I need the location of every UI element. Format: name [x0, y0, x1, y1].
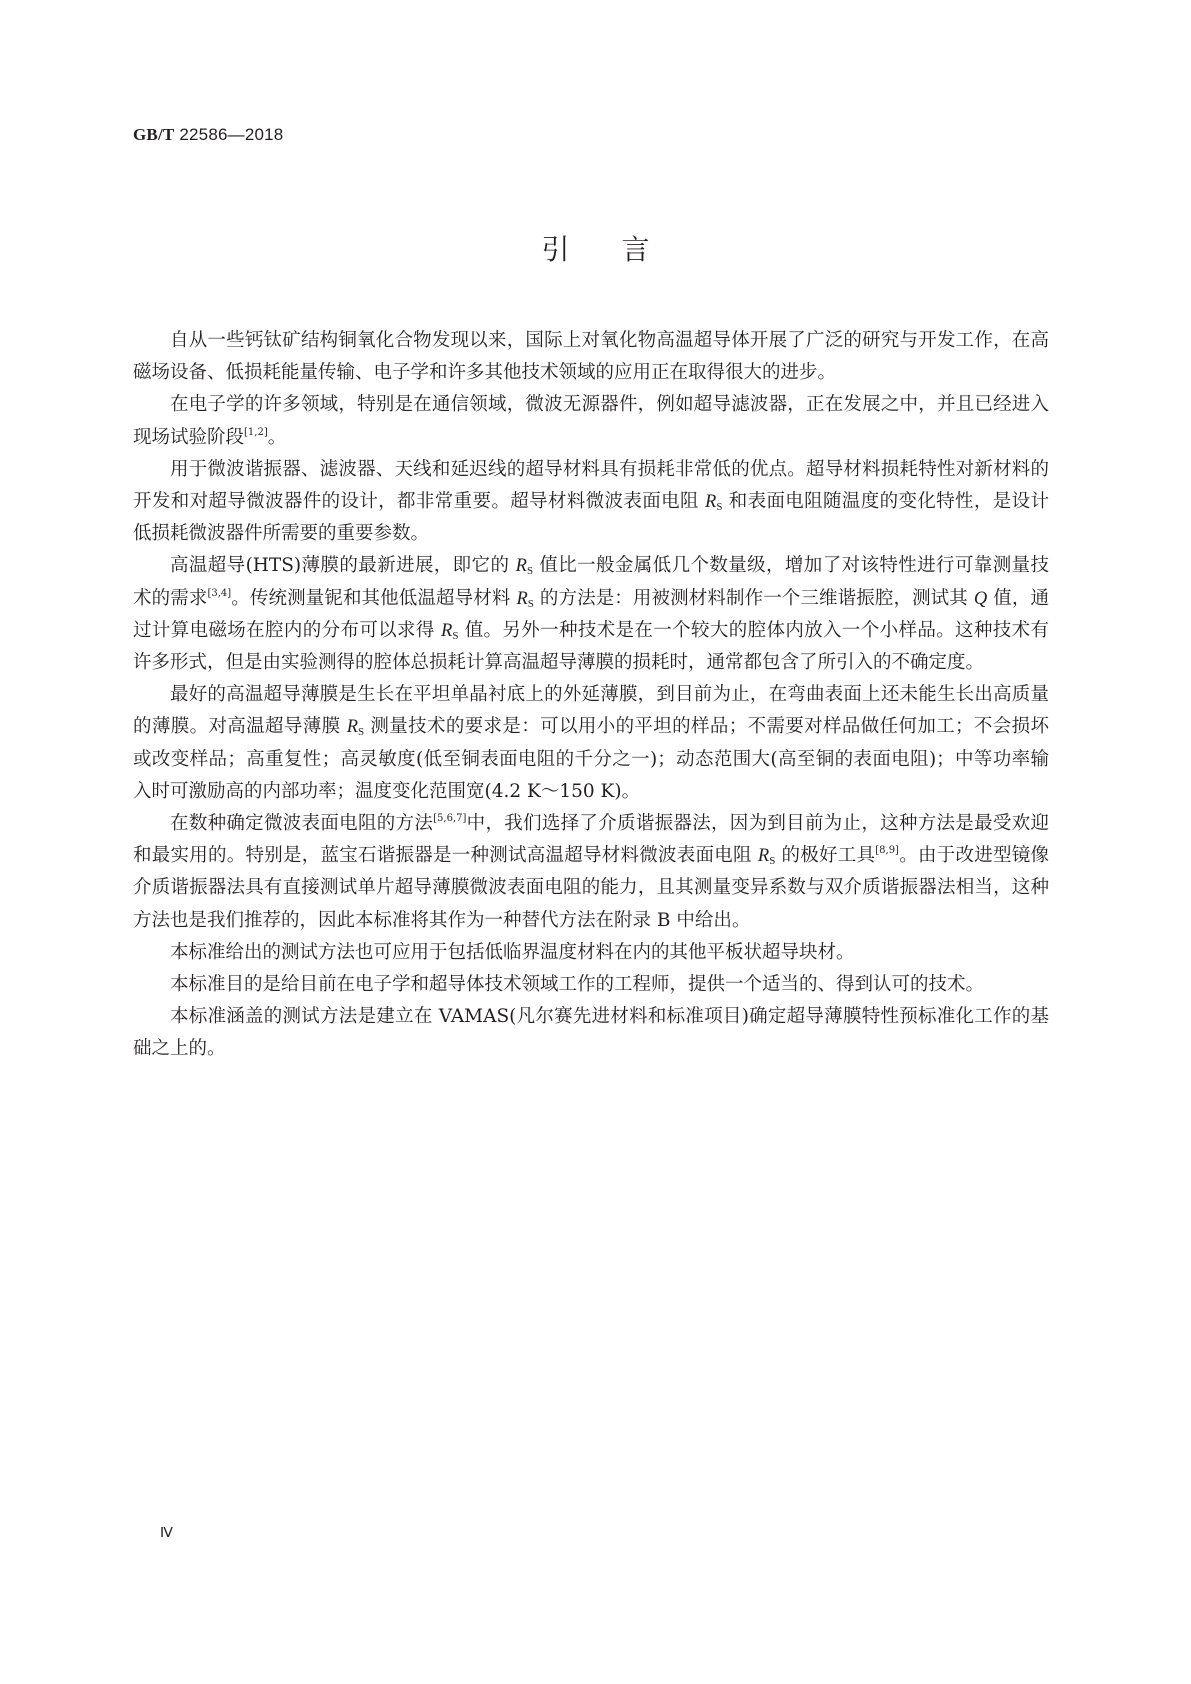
standard-prefix: GB/T: [133, 125, 175, 144]
introduction-body: [133, 325, 1049, 1066]
paragraph-2: 在电子学的许多领域，特别是在通信领域，微波无源器件，例如超导滤波器，正在发展之中，并且已经进入现场试验阶段[1,2]。: [133, 394, 1049, 448]
standard-number-header: [133, 125, 283, 145]
paragraph-9: 本标准涵盖的测试方法是建立在 VAMAS(凡尔赛先进材料和标准项目)确定超导薄膜特性预标准化工作的基础之上的。: [133, 1006, 1049, 1060]
page-number: Ⅳ: [160, 1526, 173, 1541]
standard-number: 22586—2018: [179, 125, 284, 144]
rs-symbol: R: [441, 620, 453, 641]
title-char-2: 言: [621, 233, 650, 266]
reference-citation: [8,9]: [875, 845, 899, 857]
paragraph-6: 在数种确定微波表面电阻的方法[5,6,7]中，我们选择了介质谐振器法，因为到目前为止，这种方法是最受欢迎和最实用的。特别是，蓝宝石谐振器是一种测试高温超导材料微波表面电阻 $R_S$ 的极好工具[8,9]。由于改进型镜像介质谐振器法具有直接测试单片超导薄膜微波表面电阻的能力，且其测量变异系数与双介质谐振器法相当，这种方法也是我们推荐的，因此本标准将其作为一种替代方法在附录 B 中给出。: [133, 813, 1049, 931]
reference-citation: [5,6,7]: [433, 813, 467, 825]
rs-symbol: R: [515, 556, 527, 577]
paragraph-7: 本标准给出的测试方法也可应用于包括低临界温度材料在内的其他平板状超导块材。: [170, 941, 855, 963]
rs-symbol: R: [516, 588, 528, 609]
paragraph-4: 高温超导(HTS)薄膜的最新进展，即它的 $R_S$ 值比一般金属低几个数量级，增加了对该特性进行可靠测量技术的需求[3,4]。传统测量铌和其他低温超导材料 $R_S$ 的方法是：用被测材料制作一个三维谐振腔，测试其 Q 值，通过计算电磁场在腔内的分布可以求得 $R_S$ 值。另外一种技术是在一个较大的腔体内放入一个小样品。这种技术有许多形式，但是由实验测得的腔体总损耗计算高温超导薄膜的损耗时，通常都包含了所引入的不确定度。: [133, 555, 1050, 674]
paragraph-3: 用于微波谐振器、滤波器、天线和延迟线的超导材料具有损耗非常低的优点。超导材料损耗特性对新材料的开发和对超导微波器件的设计，都非常重要。超导材料微波表面电阻 $R_S$ 和表面电阻随温度的变化特性，是设计低损耗微波器件所需要的重要参数。: [133, 458, 1049, 545]
paragraph-1: 自从一些钙钛矿结构铜氧化合物发现以来，国际上对氧化物高温超导体开展了广泛的研究与开发工作，在高磁场设备、低损耗能量传输、电子学和许多其他技术领域的应用正在取得很大的进步。: [133, 330, 1049, 384]
paragraph-5: 最好的高温超导薄膜是生长在平坦单晶衬底上的外延薄膜，到目前为止，在弯曲表面上还未能生长出高质量的薄膜。对高温超导薄膜 $R_S$ 测量技术的要求是：可以用小的平坦的样品；不需要对样品做任何加工；不会损坏或改变样品；高重复性；高灵敏度(低至铜表面电阻的千分之一)；动态范围大(高至铜的表面电阻)；中等功率输入时可激励高的内部功率；温度变化范围宽(4.2 K～150 K)。: [133, 684, 1049, 802]
q-symbol: Q: [973, 588, 988, 609]
paragraph-8: 本标准目的是给目前在电子学和超导体技术领域工作的工程师，提供一个适当的、得到认可的技术。: [170, 974, 985, 996]
reference-citation: [1,2]: [244, 426, 268, 438]
reference-citation: [3,4]: [207, 587, 232, 599]
title-char-1: 引: [541, 233, 570, 266]
rs-symbol: R: [705, 492, 717, 513]
rs-symbol: R: [757, 846, 770, 867]
section-title: [0, 228, 1191, 268]
rs-symbol: R: [346, 717, 359, 738]
